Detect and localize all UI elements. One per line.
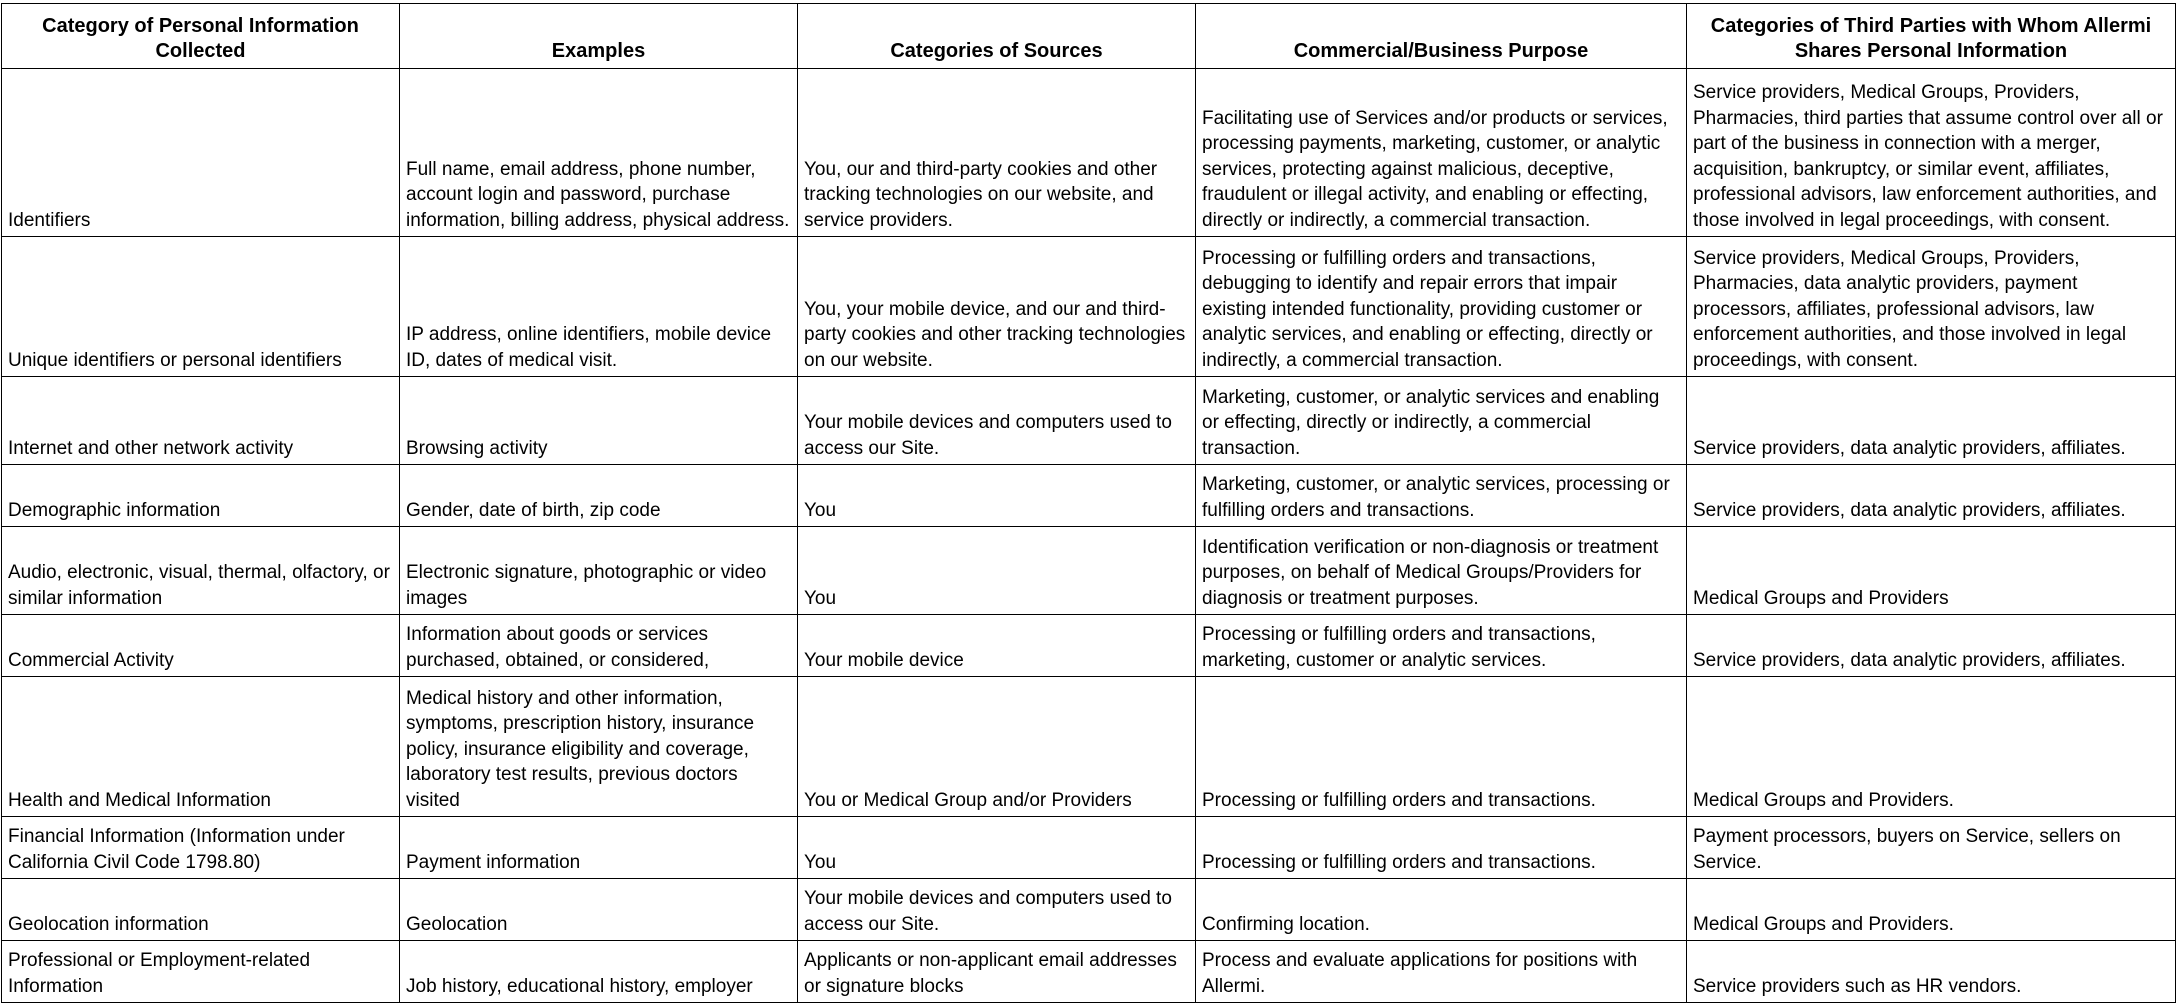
document-page [1,3,2175,1003]
cell-purpose: Identification verification or non-diagnosis or treatment purposes, on behalf of Medical Groups/Providers for diagnosis or treatment purposes. [1196,527,1687,615]
cell-category: Health and Medical Information [2,677,400,817]
cell-examples: Full name, email address, phone number, account login and password, purchase information, billing address, physical address. [400,69,798,237]
cell-third-parties: Service providers, data analytic providers, affiliates. [1687,615,2176,677]
cell-category: Audio, electronic, visual, thermal, olfactory, or similar information [2,527,400,615]
cell-category: Geolocation information [2,879,400,941]
cell-third-parties: Service providers, data analytic providers, affiliates. [1687,377,2176,465]
cell-purpose: Marketing, customer, or analytic services and enabling or effecting, directly or indirectly, a commercial transaction. [1196,377,1687,465]
cell-purpose: Processing or fulfilling orders and transactions. [1196,817,1687,879]
cell-sources: Your mobile device [798,615,1196,677]
header-category: Category of Personal Information Collected [2,4,400,69]
cell-examples: Job history, educational history, employer [400,941,798,1003]
table-row [2,237,2176,377]
cell-examples: Browsing activity [400,377,798,465]
header-examples: Examples [400,4,798,69]
cell-purpose: Process and evaluate applications for positions with Allermi. [1196,941,1687,1003]
cell-category: Internet and other network activity [2,377,400,465]
table-row [2,677,2176,817]
header-third-parties: Categories of Third Parties with Whom Allermi Shares Personal Information [1687,4,2176,69]
cell-examples: Information about goods or services purchased, obtained, or considered, [400,615,798,677]
cell-examples: Electronic signature, photographic or video images [400,527,798,615]
cell-third-parties: Service providers, Medical Groups, Providers, Pharmacies, third parties that assume control over all or part of the business in connection with a merger, acquisition, bankruptcy, or similar event, affiliates, professional advisors, law enforcement authorities, and those involved in legal proceedings, with consent. [1687,69,2176,237]
cell-sources: You, your mobile device, and our and third-party cookies and other tracking technologies on our website. [798,237,1196,377]
table-body [2,69,2176,1003]
cell-category: Identifiers [2,69,400,237]
table-row [2,69,2176,237]
cell-purpose: Facilitating use of Services and/or products or services, processing payments, marketing, customer, or analytic services, protecting against malicious, deceptive, fraudulent or illegal activity, and enabling or effecting, directly or indirectly, a commercial transaction. [1196,69,1687,237]
personal-information-table [1,3,2176,1003]
cell-third-parties: Payment processors, buyers on Service, sellers on Service. [1687,817,2176,879]
cell-examples: Medical history and other information, symptoms, prescription history, insurance policy, insurance eligibility and coverage, laboratory test results, previous doctors visited [400,677,798,817]
table-header [2,4,2176,69]
header-sources: Categories of Sources [798,4,1196,69]
cell-sources: You [798,817,1196,879]
cell-sources: Applicants or non-applicant email addresses or signature blocks [798,941,1196,1003]
cell-examples: IP address, online identifiers, mobile device ID, dates of medical visit. [400,237,798,377]
cell-category: Commercial Activity [2,615,400,677]
cell-purpose: Marketing, customer, or analytic services, processing or fulfilling orders and transactions. [1196,465,1687,527]
header-purpose: Commercial/Business Purpose [1196,4,1687,69]
cell-third-parties: Service providers such as HR vendors. [1687,941,2176,1003]
table-row [2,817,2176,879]
table-row [2,377,2176,465]
table-row [2,941,2176,1003]
table-row [2,879,2176,941]
cell-third-parties: Medical Groups and Providers. [1687,677,2176,817]
cell-category: Unique identifiers or personal identifiers [2,237,400,377]
cell-sources: You, our and third-party cookies and other tracking technologies on our website, and service providers. [798,69,1196,237]
cell-sources: Your mobile devices and computers used to access our Site. [798,377,1196,465]
cell-sources: You [798,465,1196,527]
table-row [2,465,2176,527]
cell-purpose: Processing or fulfilling orders and transactions, debugging to identify and repair errors that impair existing intended functionality, providing customer or analytic services, and enabling or effecting, directly or indirectly, a commercial transaction. [1196,237,1687,377]
cell-third-parties: Medical Groups and Providers [1687,527,2176,615]
cell-purpose: Processing or fulfilling orders and transactions. [1196,677,1687,817]
cell-category: Demographic information [2,465,400,527]
cell-sources: You or Medical Group and/or Providers [798,677,1196,817]
header-row [2,4,2176,69]
cell-sources: You [798,527,1196,615]
cell-purpose: Processing or fulfilling orders and transactions, marketing, customer or analytic services. [1196,615,1687,677]
cell-third-parties: Service providers, Medical Groups, Providers, Pharmacies, data analytic providers, payment processors, affiliates, professional advisors, law enforcement authorities, and those involved in legal proceedings, with consent. [1687,237,2176,377]
cell-examples: Gender, date of birth, zip code [400,465,798,527]
cell-purpose: Confirming location. [1196,879,1687,941]
cell-category: Financial Information (Information under California Civil Code 1798.80) [2,817,400,879]
cell-sources: Your mobile devices and computers used to access our Site. [798,879,1196,941]
table-row [2,527,2176,615]
cell-third-parties: Medical Groups and Providers. [1687,879,2176,941]
cell-examples: Payment information [400,817,798,879]
cell-examples: Geolocation [400,879,798,941]
cell-category: Professional or Employment-related Information [2,941,400,1003]
cell-third-parties: Service providers, data analytic providers, affiliates. [1687,465,2176,527]
table-row [2,615,2176,677]
